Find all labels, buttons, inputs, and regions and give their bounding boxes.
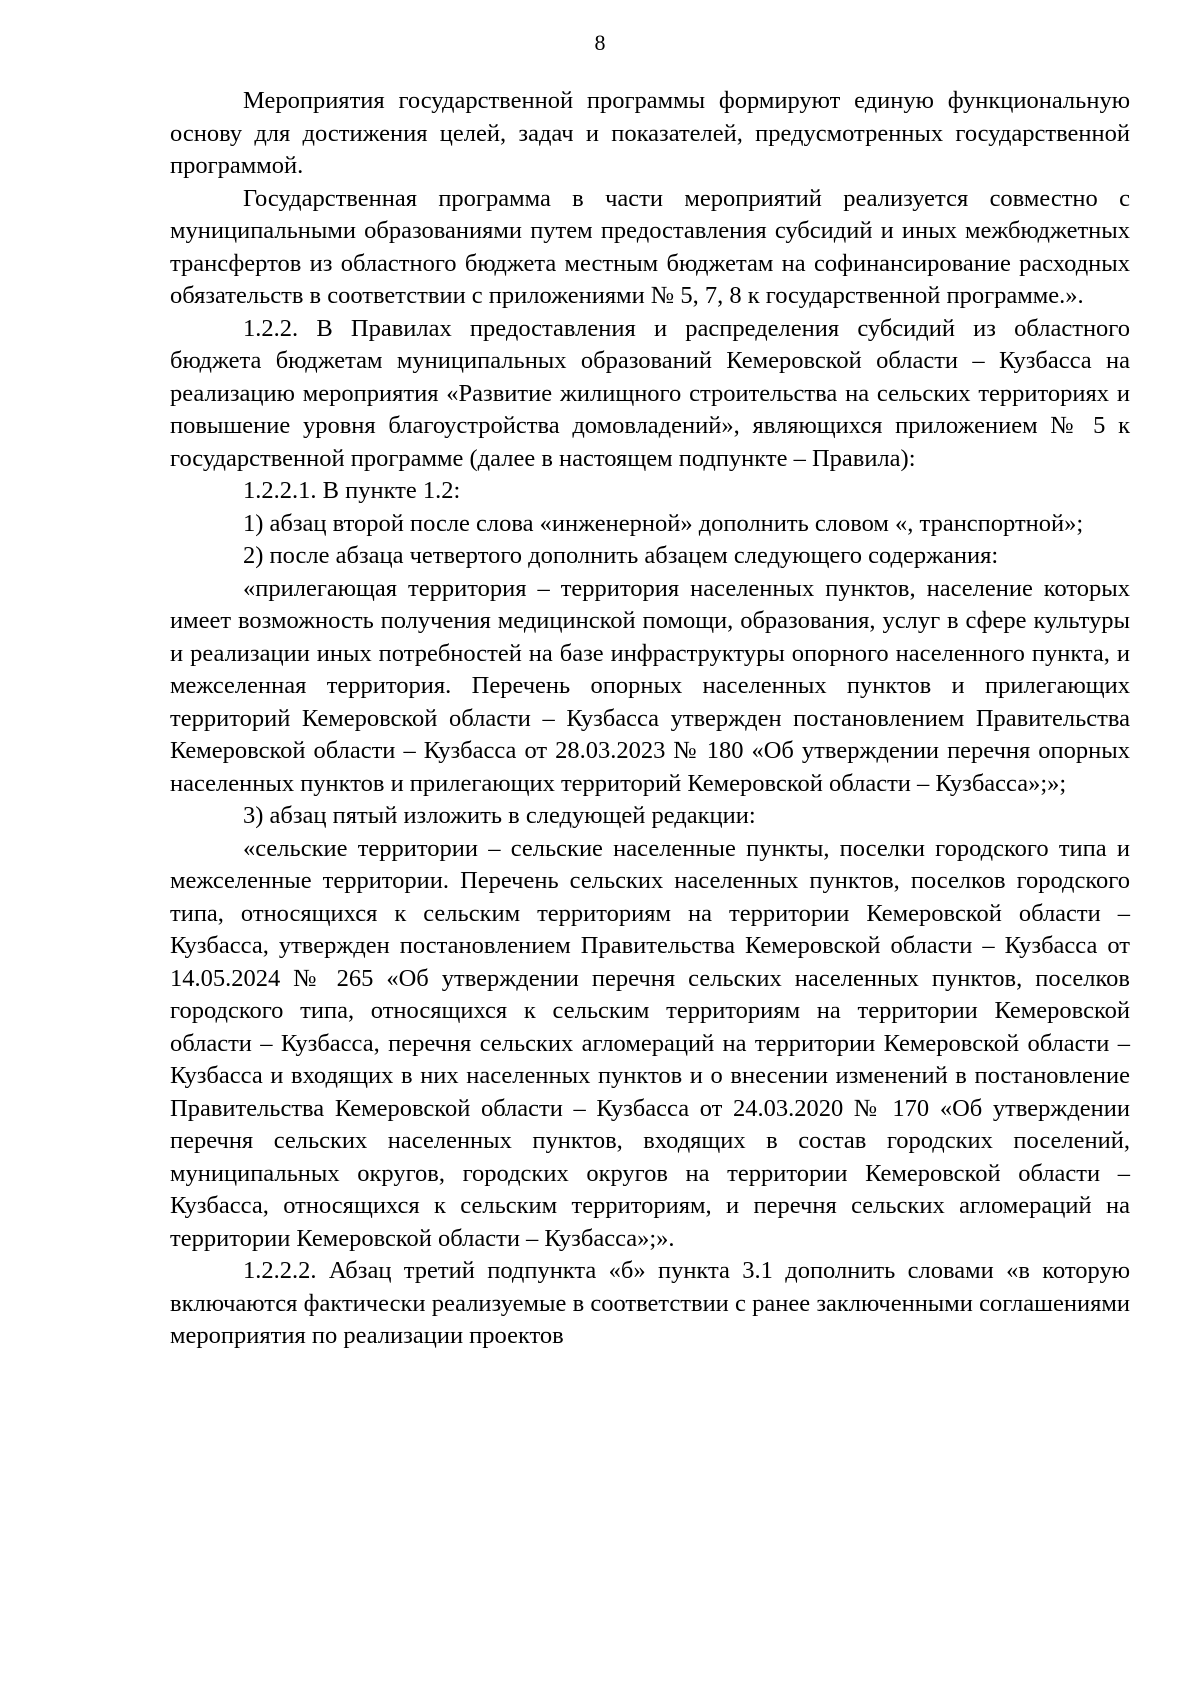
paragraph-5: 1) абзац второй после слова «инженерной» дополнить словом «, транспортной»; bbox=[243, 509, 1084, 537]
paragraph-9: «сельские территории – сельские населенные пункты, поселки городского типа и межселенные территории. Перечень сельских населенных пунктов, поселков городского типа, относящихся к сельским территориям на территории Кемеровской области – Кузбасса, утвержден постановлением Правительства Кемеровской области – Кузбасса от 14.05.2024 № 265 «Об утверждении перечня сельских населенных пунктов, поселков городского типа, относящихся к сельским территориям на территории Кемеровской области – Кузбасса, перечня сельских агломераций на территории Кемеровской области – Кузбасса и входящих в них населенных пунктов и о внесении изменений в постановление Правительства Кемеровской области – Кузбасса от 24.03.2020 № 170 «Об утверждении перечня сельских населенных пунктов, входящих в состав городских поселений, муниципальных округов, городских округов на территории Кемеровской области – Кузбасса, относящихся к сельским территориям, и перечня сельских агломераций на территории Кемеровской области – Кузбасса»;». bbox=[170, 834, 1130, 1252]
paragraph-7: «прилегающая территория – территория населенных пунктов, население которых имеет возможность получения медицинской помощи, образования, услуг в сфере культуры и реализации иных потребностей на базе инфраструктуры опорного населенного пункта, и межселенная территория. Перечень опорных населенных пунктов и прилегающих территорий Кемеровской области – Кузбасса утвержден постановлением Правительства Кемеровской области – Кузбасса от 28.03.2023 № 180 «Об утверждении перечня опорных населенных пунктов и прилегающих территорий Кемеровской области – Кузбасса»;»; bbox=[170, 574, 1130, 797]
paragraph-8: 3) абзац пятый изложить в следующей редакции: bbox=[243, 802, 756, 829]
document-body bbox=[170, 85, 1130, 1353]
paragraph-4: 1.2.2.1. В пункте 1.2: bbox=[243, 477, 461, 504]
paragraph-3: 1.2.2. В Правилах предоставления и распределения субсидий из областного бюджета бюджетам муниципальных образований Кемеровской области – Кузбасса на реализацию мероприятия «Развитие жилищного строительства на сельских территориях и повышение уровня благоустройства домовладений», являющихся приложением № 5 к государственной программе (далее в настоящем подпункте – Правила): bbox=[170, 314, 1130, 472]
paragraph-1: Мероприятия государственной программы формируют единую функциональную основу для достижения целей, задач и показателей, предусмотренных государственной программой. bbox=[170, 87, 1130, 179]
page-number: 8 bbox=[594, 30, 606, 55]
paragraph-10: 1.2.2.2. Абзац третий подпункта «б» пункта 3.1 дополнить словами «в которую включаются фактически реализуемые в соответствии с ранее заключенными соглашениями мероприятия по реализации проектов bbox=[170, 1257, 1130, 1349]
paragraph-2: Государственная программа в части мероприятий реализуется совместно с муниципальными образованиями путем предоставления субсидий и иных межбюджетных трансфертов из областного бюджета местным бюджетам на софинансирование расходных обязательств в соответствии с приложениями № 5, 7, 8 к государственной программе.». bbox=[170, 184, 1130, 309]
paragraph-6: 2) после абзаца четвертого дополнить абзацем следующего содержания: bbox=[243, 542, 999, 569]
